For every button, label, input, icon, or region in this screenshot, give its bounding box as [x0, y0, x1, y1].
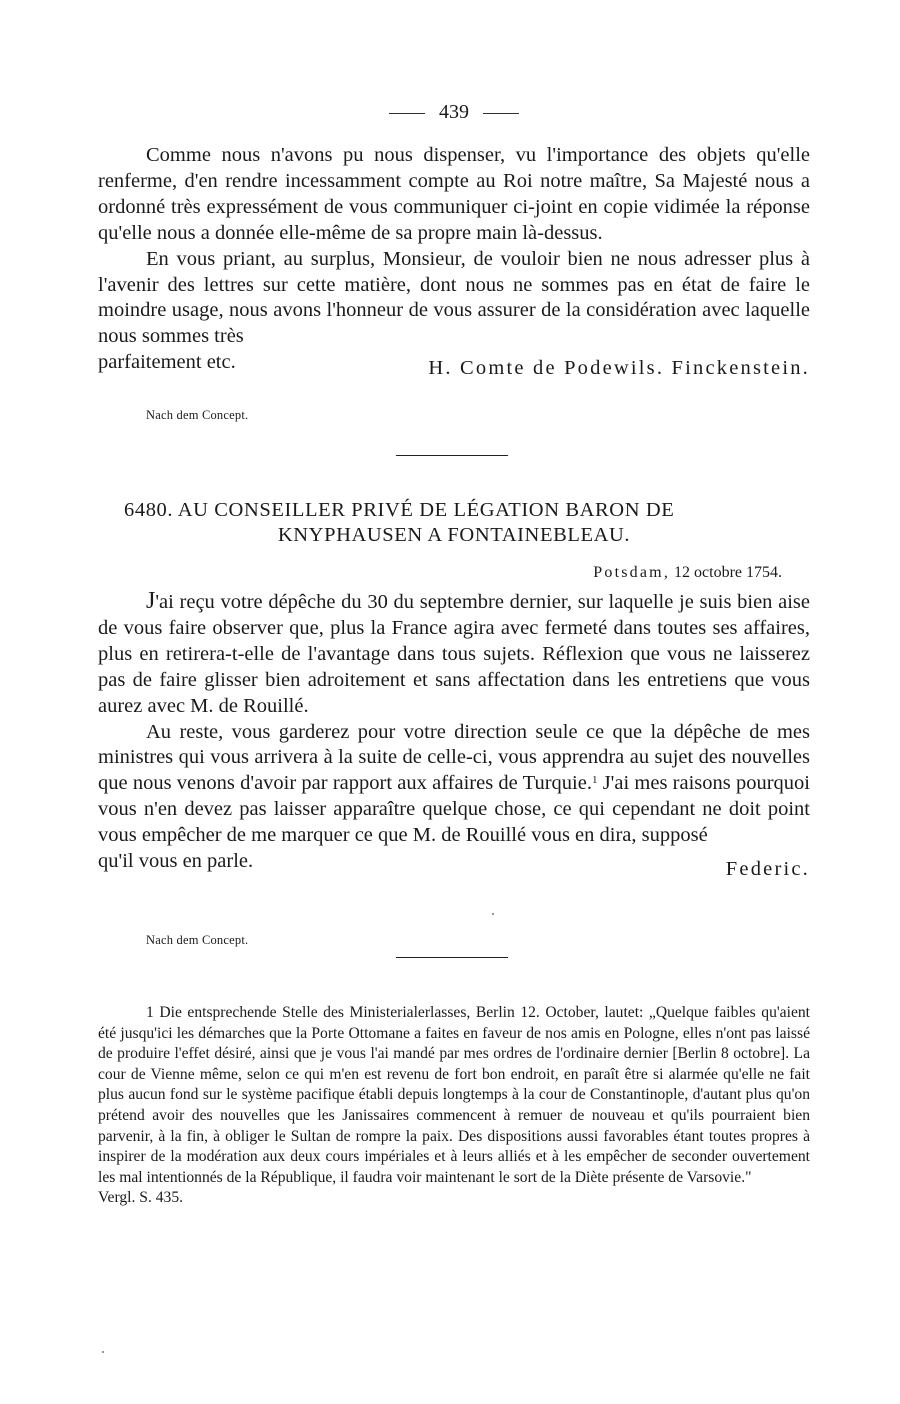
letter-1-source: Nach dem Concept. — [146, 408, 249, 422]
letter-2-heading-line-2: KNYPHAUSEN A FONTAINEBLEAU. — [277, 524, 631, 546]
letter-2-paragraph-2-text-b: J'ai mes raisons pourquoi vous n'en devez pas laisser apparaître quelque chose, ce qui cependant ne doit point vous empêcher de me marquer ce que M. de Rouillé vous en dira, supposé — [98, 772, 810, 847]
letter-2-place: Potsdam, — [593, 564, 671, 581]
letter-1-closing-line — [98, 350, 810, 380]
footnotes — [98, 1003, 810, 1209]
letter-2-heading-line-1 — [98, 498, 810, 523]
letter-1-body — [98, 143, 810, 380]
header-dash-right — [483, 113, 519, 114]
letter-2-dateline — [593, 563, 782, 583]
letter-2-closing-line — [98, 849, 810, 881]
print-speck — [492, 913, 494, 915]
letter-1-paragraph-2: En vous priant, au surplus, Monsieur, de vouloir bien ne nous adresser plus à l'avenir des lettres sur cette matière, dont nous ne sommes pas en état de faire le moindre usage, nous avons l'honneur de vous assurer de la considération avec laquelle nous sommes très — [98, 247, 810, 348]
footnote-marker: 1 — [146, 1004, 154, 1021]
letter-2-signature: Federic. — [725, 858, 810, 881]
letter-2-paragraph-2-text-a: Au reste, vous garderez pour votre direction seule ce que la dépêche de mes ministres qui vous arrivera à la suite de celle-ci, vous apprendra au sujet des nouvelles que nous venons d'avoir par rapport aux affaires de Turquie. — [98, 720, 810, 795]
letter-2-paragraph-2 — [98, 720, 810, 850]
footnote-reference: 1 — [591, 774, 598, 787]
letter-number: 6480. — [124, 499, 174, 521]
letter-2-closing: qu'il vous en parle. — [98, 850, 254, 873]
separator-rule-1 — [396, 455, 508, 456]
letter-2-source: Nach dem Concept. — [146, 933, 249, 947]
footnote-reference-line: Vergl. S. 435. — [98, 1189, 184, 1207]
letter-1-signature: H. Comte de Podewils. Finckenstein. — [428, 357, 810, 380]
letter-2-recipient: AU CONSEILLER PRIVÉ DE LÉGATION BARON DE — [177, 499, 675, 521]
letter-2-paragraph-1 — [98, 589, 810, 720]
page-header — [98, 100, 810, 124]
letter-2-date: 12 octobre 1754. — [674, 564, 782, 581]
separator-rule-2 — [396, 957, 508, 958]
letter-2-paragraph-1-text: 'ai reçu votre dépêche du 30 du septembre dernier, sur laquelle je suis bien aise de vous faire observer que, plus la France agira avec fermeté dans toutes ses affaires, plus en retirera-t-elle de l'avantage dans tous sujets. Réflexion que vous ne laisserez pas de faire glisser bien adroitement et sans affectation dans les entretiens que vous aurez avec M. de Rouillé. — [98, 591, 810, 717]
footnote-text: Die entsprechende Stelle des Ministerialerlasses, Berlin 12. October, lautet: „Quelque faibles qu'aient été jusqu'ici les démarches que la Porte Ottomane a faites en faveur de nos amis en Pologne, elles n'ont pas laissé de produire l'effet désiré, ainsi que je vous l'ai mandé par mes ordres de l'ordinaire dernier [Berlin 8 octobre]. La cour de Vienne même, selon ce qui m'en est revenu de fort bon endroit, en paraît être si alarmée qu'elle ne fait plus aucun fond sur le système pacifique établi depuis longtemps à la cour de Constantinople, d'autant plus qu'on prétend avoir des nouvelles que les Janissaires commencent à remuer de nouveau et qu'ils pourraient bien parvenir, à la fin, à obliger le Sultan de rompre la paix. Des dispositions aussi favorables étant toutes propres à inspirer de la modération aux deux cours impériales et à leurs alliés et à les empêcher de seconder ouvertement les mal intentionnés de la République, il faudra voir maintenant le sort de la Diète présente de Varsovie." — [98, 1004, 810, 1186]
letter-1-closing: parfaitement etc. — [98, 351, 236, 374]
letter-2-heading — [98, 498, 810, 548]
letter-2-body — [98, 588, 810, 881]
letter-1-paragraph-1: Comme nous n'avons pu nous dispenser, vu l'importance des objets qu'elle renferme, d'en rendre incessamment compte au Roi notre maître, Sa Majesté nous a ordonné très expressément de vous communiquer ci-joint en copie vidimée la réponse qu'elle nous a donnée elle-même de sa propre main là-dessus. — [98, 144, 810, 244]
page-number: 439 — [439, 101, 469, 123]
footnote-1 — [98, 1003, 810, 1188]
print-speck — [102, 1351, 104, 1353]
letter-2-initial: J — [146, 588, 156, 614]
header-dash-left — [389, 113, 425, 114]
